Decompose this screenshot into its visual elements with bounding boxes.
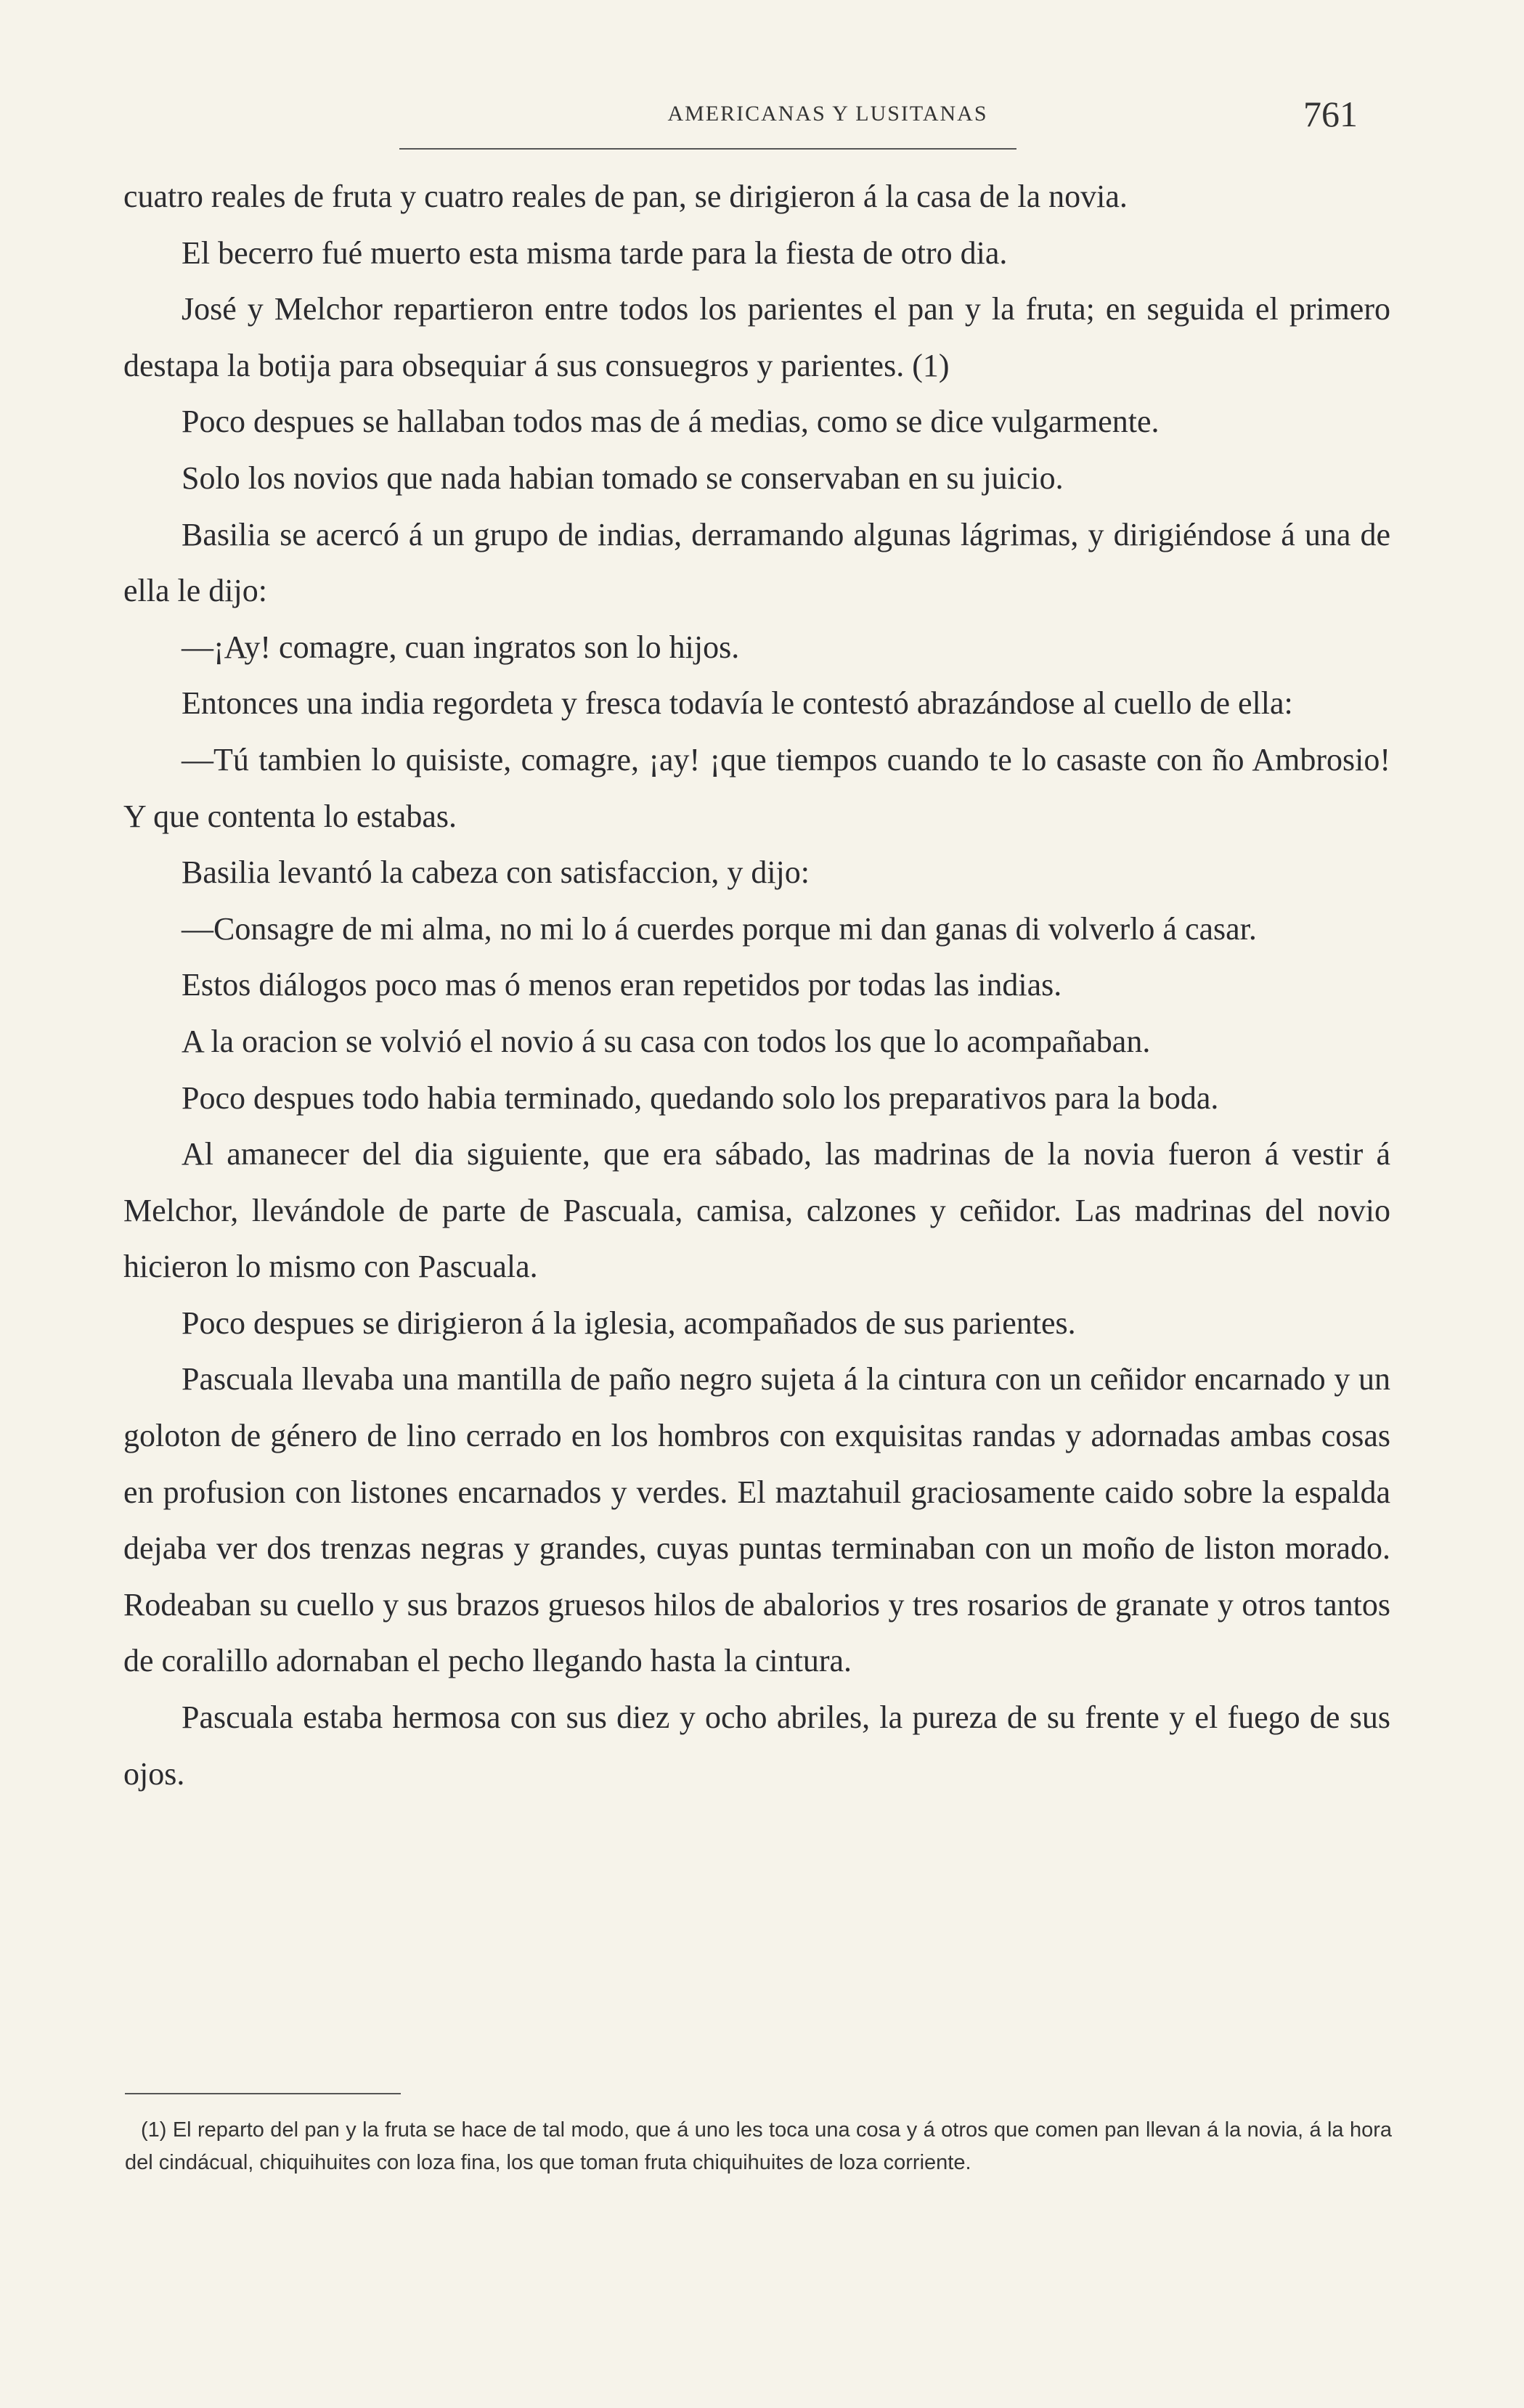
paragraph: Al amanecer del dia siguiente, que era sábado, las madrinas de la novia fueron á vestir á Melchor, llevándole de parte de Pascuala, camisa, calzones y ceñidor. Las madrinas del novio hicieron lo mismo con Pascuala. bbox=[123, 1136, 1390, 1285]
header-rule bbox=[399, 148, 1016, 150]
footnote: (1) El reparto del pan y la fruta se hace de tal modo, que á uno les toca una cosa y á otros que comen pan llevan á la novia, á la hora del cindácual, chiquihuites con loza fina, los que toman fruta chiquihuites de loza corriente. bbox=[125, 2118, 1392, 2174]
paragraph: Entonces una india regordeta y fresca todavía le contestó abrazándose al cuello de ella: bbox=[182, 685, 1293, 722]
paragraph: cuatro reales de fruta y cuatro reales de pan, se dirigieron á la casa de la novia. bbox=[123, 179, 1128, 214]
paragraph: Poco despues se hallaban todos mas de á medias, como se dice vulgarmente. bbox=[182, 404, 1160, 440]
paragraph: Estos diálogos poco mas ó menos eran repetidos por todas las indias. bbox=[182, 967, 1062, 1003]
footnote-rule bbox=[125, 2093, 401, 2094]
paragraph: Pascuala llevaba una mantilla de paño negro sujeta á la cintura con un ceñidor encarnado y un goloton de género de lino cerrado en los hombros con exquisitas randas y adornadas ambas cosas en profusion con listones encarnados y verdes. El maztahuil graciosamente caido sobre la espalda dejaba ver dos trenzas negras y grandes, cuyas puntas terminaban con un moño de liston morado. Rodeaban su cuello y sus brazos gruesos hilos de abalorios y tres rosarios de granate y otros tantos de coralillo adornaban el pecho llegando hasta la cintura. bbox=[123, 1361, 1390, 1679]
running-header bbox=[123, 93, 1358, 151]
paragraph: El becerro fué muerto esta misma tarde para la fiesta de otro dia. bbox=[182, 234, 1008, 271]
dialogue-paragraph: —¡Ay! comagre, cuan ingratos son lo hijos. bbox=[182, 629, 740, 665]
body-text bbox=[123, 168, 1390, 1802]
paragraph: Poco despues todo habia terminado, quedando solo los preparativos para la boda. bbox=[182, 1079, 1219, 1116]
running-title: AMERICANAS Y LUSITANAS bbox=[667, 102, 988, 126]
paragraph: Pascuala estaba hermosa con sus diez y ocho abriles, la pureza de su frente y el fuego de sus ojos. bbox=[123, 1699, 1390, 1792]
paragraph: Solo los novios que nada habian tomado se conservaban en su juicio. bbox=[182, 460, 1064, 496]
paragraph: Poco despues se dirigieron á la iglesia, acompañados de sus parientes. bbox=[182, 1305, 1076, 1341]
paragraph: Basilia se acercó á un grupo de indias, derramando algunas lágrimas, y dirigiéndose á una de ella le dijo: bbox=[123, 516, 1390, 609]
dialogue-paragraph: —Tú tambien lo quisiste, comagre, ¡ay! ¡que tiempos cuando te lo casaste con ño Ambrosio! Y que contenta lo estabas. bbox=[123, 741, 1390, 834]
paragraph: Basilia levantó la cabeza con satisfaccion, y dijo: bbox=[182, 854, 810, 891]
paragraph: José y Melchor repartieron entre todos los parientes el pan y la fruta; en seguida el primero destapa la botija para obsequiar á sus consuegros y parientes. (1) bbox=[123, 291, 1390, 383]
page-number: 761 bbox=[1303, 94, 1358, 134]
dialogue-paragraph: —Consagre de mi alma, no mi lo á cuerdes porque mi dan ganas di volverlo á casar. bbox=[182, 910, 1257, 947]
paragraph: A la oracion se volvió el novio á su casa con todos los que lo acompañaban. bbox=[182, 1023, 1151, 1059]
